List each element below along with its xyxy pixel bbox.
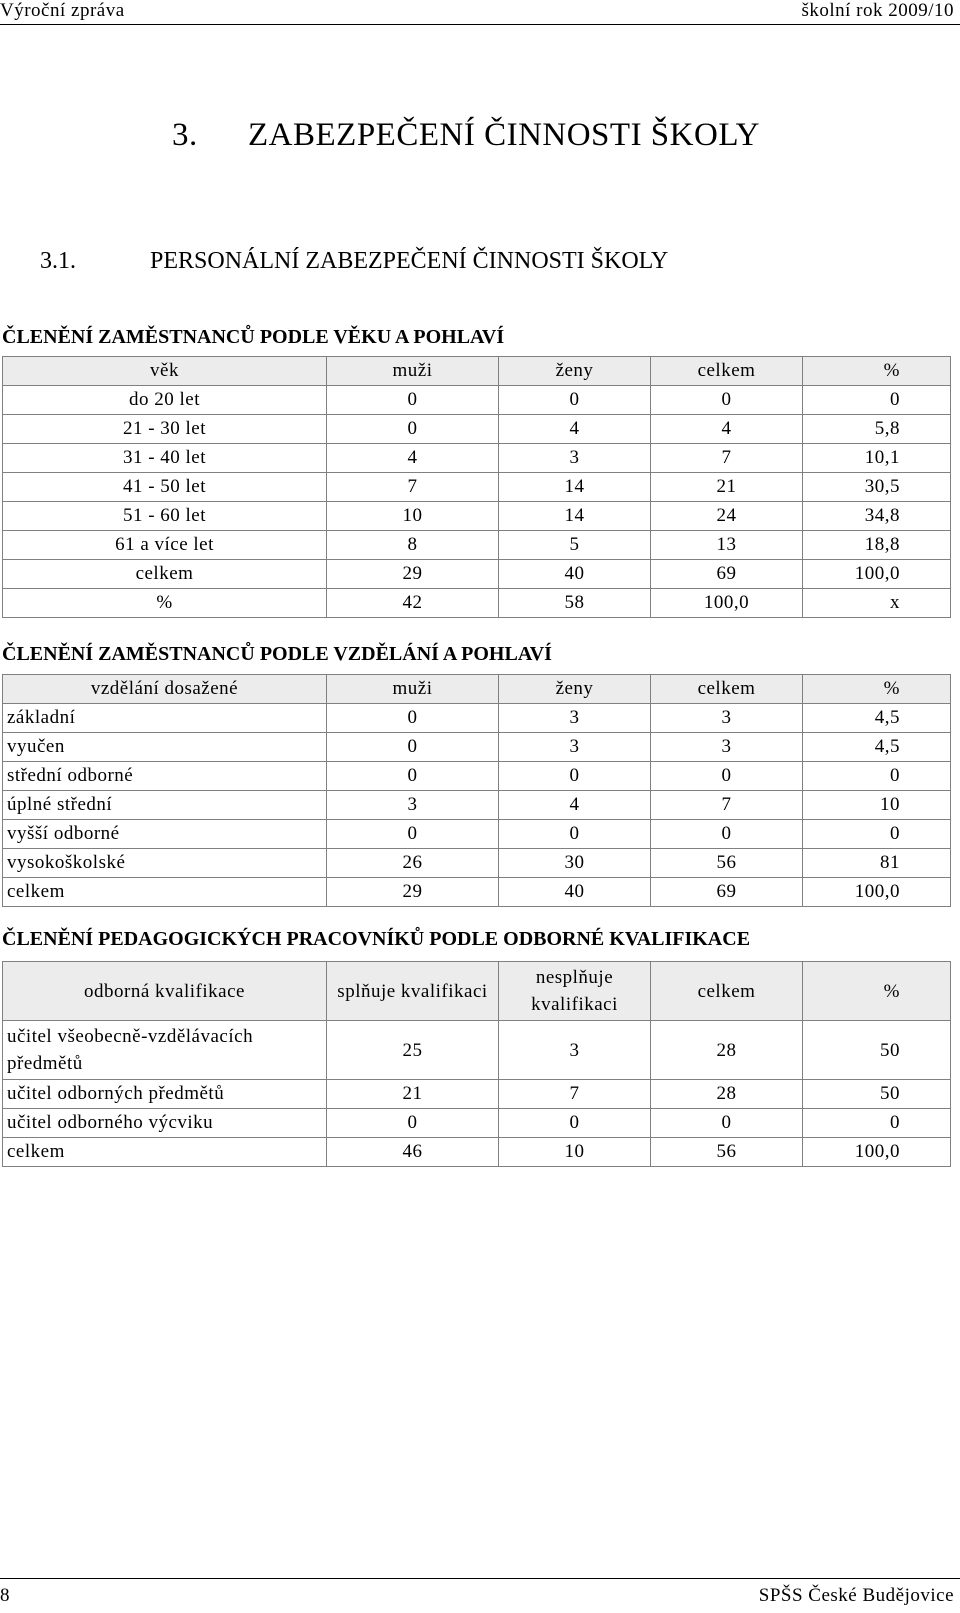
value-cell: 7 xyxy=(327,473,499,502)
row-label-cell: 51 - 60 let xyxy=(3,502,327,531)
value-cell: 34,8 xyxy=(803,502,951,531)
value-cell: 50 xyxy=(803,1021,951,1080)
footer-school-name: SPŠS České Budějovice xyxy=(758,1585,954,1606)
value-cell: 25 xyxy=(327,1021,499,1080)
qualification-table xyxy=(2,961,951,1167)
value-cell: 0 xyxy=(499,386,651,415)
value-cell: 3 xyxy=(499,704,651,733)
table3-caption: ČLENĚNÍ PEDAGOGICKÝCH PRACOVNÍKŮ PODLE ODBORNÉ KVALIFIKACE xyxy=(2,928,751,950)
table-row xyxy=(3,1138,951,1167)
column-header: % xyxy=(803,962,951,1021)
table-row xyxy=(3,791,951,820)
table-row xyxy=(3,386,951,415)
row-label-cell: střední odborné xyxy=(3,762,327,791)
header-school-year: školní rok 2009/10 xyxy=(801,0,954,21)
value-cell: 0 xyxy=(499,820,651,849)
value-cell: 24 xyxy=(651,502,803,531)
row-label-cell: vyučen xyxy=(3,733,327,762)
value-cell: 4 xyxy=(651,415,803,444)
row-label-cell: % xyxy=(3,589,327,618)
value-cell: 28 xyxy=(651,1021,803,1080)
value-cell: 0 xyxy=(327,820,499,849)
row-label-cell: vysokoškolské xyxy=(3,849,327,878)
value-cell: 21 xyxy=(651,473,803,502)
row-label-cell: 21 - 30 let xyxy=(3,415,327,444)
value-cell: 3 xyxy=(651,704,803,733)
row-label-cell: učitel všeobecně-vzdělávacích předmětů xyxy=(3,1021,327,1080)
row-label-cell: celkem xyxy=(3,1138,327,1167)
column-header: ženy xyxy=(499,675,651,704)
page-number: 8 xyxy=(0,1585,10,1606)
value-cell: 0 xyxy=(499,762,651,791)
row-label-cell: do 20 let xyxy=(3,386,327,415)
value-cell: 18,8 xyxy=(803,531,951,560)
value-cell: 3 xyxy=(499,733,651,762)
value-cell: 0 xyxy=(327,733,499,762)
column-header: odborná kvalifikace xyxy=(3,962,327,1021)
table-row xyxy=(3,560,951,589)
value-cell: 0 xyxy=(803,820,951,849)
value-cell: 7 xyxy=(651,791,803,820)
value-cell: 3 xyxy=(651,733,803,762)
column-header: ženy xyxy=(499,357,651,386)
value-cell: 30,5 xyxy=(803,473,951,502)
value-cell: 5,8 xyxy=(803,415,951,444)
column-header: věk xyxy=(3,357,327,386)
value-cell: 0 xyxy=(327,762,499,791)
value-cell: 46 xyxy=(327,1138,499,1167)
column-header: splňuje kvalifikaci xyxy=(327,962,499,1021)
chapter-title: ZABEZPEČENÍ ČINNOSTI ŠKOLY xyxy=(248,117,761,153)
value-cell: 0 xyxy=(327,415,499,444)
value-cell: 0 xyxy=(327,1109,499,1138)
value-cell: 0 xyxy=(651,762,803,791)
chapter-number: 3. xyxy=(172,117,198,153)
table-header-row xyxy=(3,962,951,1021)
value-cell: 69 xyxy=(651,560,803,589)
value-cell: 3 xyxy=(327,791,499,820)
value-cell: 0 xyxy=(327,704,499,733)
footer-rule xyxy=(0,1578,960,1579)
header-rule xyxy=(0,24,960,25)
value-cell: 100,0 xyxy=(803,878,951,907)
value-cell: 29 xyxy=(327,560,499,589)
value-cell: 0 xyxy=(803,386,951,415)
table-row xyxy=(3,704,951,733)
value-cell: 8 xyxy=(327,531,499,560)
table-row xyxy=(3,733,951,762)
value-cell: 58 xyxy=(499,589,651,618)
table-row xyxy=(3,415,951,444)
row-label-cell: učitel odborného výcviku xyxy=(3,1109,327,1138)
value-cell: 10,1 xyxy=(803,444,951,473)
value-cell: 10 xyxy=(499,1138,651,1167)
column-header: nesplňuje kvalifikaci xyxy=(499,962,651,1021)
value-cell: 21 xyxy=(327,1080,499,1109)
value-cell: 100,0 xyxy=(651,589,803,618)
table-row xyxy=(3,502,951,531)
table2-caption: ČLENĚNÍ ZAMĚSTNANCŮ PODLE VZDĚLÁNÍ A POHLAVÍ xyxy=(2,643,552,665)
value-cell: 56 xyxy=(651,849,803,878)
section-title: PERSONÁLNÍ ZABEZPEČENÍ ČINNOSTI ŠKOLY xyxy=(150,248,669,274)
value-cell: 29 xyxy=(327,878,499,907)
table-header-row xyxy=(3,675,951,704)
column-header: muži xyxy=(327,675,499,704)
column-header: muži xyxy=(327,357,499,386)
value-cell: 42 xyxy=(327,589,499,618)
value-cell: 0 xyxy=(651,1109,803,1138)
value-cell: 13 xyxy=(651,531,803,560)
value-cell: 100,0 xyxy=(803,1138,951,1167)
value-cell: 3 xyxy=(499,1021,651,1080)
row-label-cell: základní xyxy=(3,704,327,733)
row-label-cell: celkem xyxy=(3,560,327,589)
value-cell: 56 xyxy=(651,1138,803,1167)
value-cell: 4,5 xyxy=(803,733,951,762)
value-cell: 0 xyxy=(651,820,803,849)
value-cell: 0 xyxy=(803,762,951,791)
row-label-cell: celkem xyxy=(3,878,327,907)
value-cell: 69 xyxy=(651,878,803,907)
value-cell: 30 xyxy=(499,849,651,878)
table-header-row xyxy=(3,357,951,386)
column-header: celkem xyxy=(651,357,803,386)
value-cell: 0 xyxy=(327,386,499,415)
row-label-cell: vyšší odborné xyxy=(3,820,327,849)
row-label-cell: úplné střední xyxy=(3,791,327,820)
value-cell: 14 xyxy=(499,502,651,531)
value-cell: 4 xyxy=(499,415,651,444)
value-cell: 40 xyxy=(499,878,651,907)
value-cell: 4 xyxy=(327,444,499,473)
value-cell: 50 xyxy=(803,1080,951,1109)
value-cell: 0 xyxy=(651,386,803,415)
table-row xyxy=(3,589,951,618)
table-row xyxy=(3,820,951,849)
column-header: % xyxy=(803,357,951,386)
column-header: celkem xyxy=(651,675,803,704)
value-cell: 10 xyxy=(327,502,499,531)
table-row xyxy=(3,1080,951,1109)
value-cell: 10 xyxy=(803,791,951,820)
value-cell: 3 xyxy=(499,444,651,473)
value-cell: 100,0 xyxy=(803,560,951,589)
table-row xyxy=(3,1109,951,1138)
table1-caption: ČLENĚNÍ ZAMĚSTNANCŮ PODLE VĚKU A POHLAVÍ xyxy=(2,326,505,348)
table-row xyxy=(3,444,951,473)
row-label-cell: 41 - 50 let xyxy=(3,473,327,502)
table-row xyxy=(3,762,951,791)
value-cell: 26 xyxy=(327,849,499,878)
value-cell: 0 xyxy=(499,1109,651,1138)
table-row xyxy=(3,878,951,907)
value-cell: 7 xyxy=(651,444,803,473)
column-header: celkem xyxy=(651,962,803,1021)
value-cell: 28 xyxy=(651,1080,803,1109)
header-doc-title: Výroční zpráva xyxy=(0,0,125,21)
row-label-cell: 61 a více let xyxy=(3,531,327,560)
table-row xyxy=(3,849,951,878)
value-cell: 40 xyxy=(499,560,651,589)
row-label-cell: učitel odborných předmětů xyxy=(3,1080,327,1109)
age-gender-table xyxy=(2,356,951,618)
value-cell: 14 xyxy=(499,473,651,502)
column-header: vzdělání dosažené xyxy=(3,675,327,704)
education-gender-table xyxy=(2,674,951,907)
value-cell: 0 xyxy=(803,1109,951,1138)
value-cell: x xyxy=(803,589,951,618)
table-row xyxy=(3,531,951,560)
row-label-cell: 31 - 40 let xyxy=(3,444,327,473)
value-cell: 5 xyxy=(499,531,651,560)
column-header: % xyxy=(803,675,951,704)
value-cell: 4,5 xyxy=(803,704,951,733)
value-cell: 7 xyxy=(499,1080,651,1109)
table-row xyxy=(3,473,951,502)
section-number: 3.1. xyxy=(40,248,76,274)
table-row xyxy=(3,1021,951,1080)
value-cell: 81 xyxy=(803,849,951,878)
value-cell: 4 xyxy=(499,791,651,820)
